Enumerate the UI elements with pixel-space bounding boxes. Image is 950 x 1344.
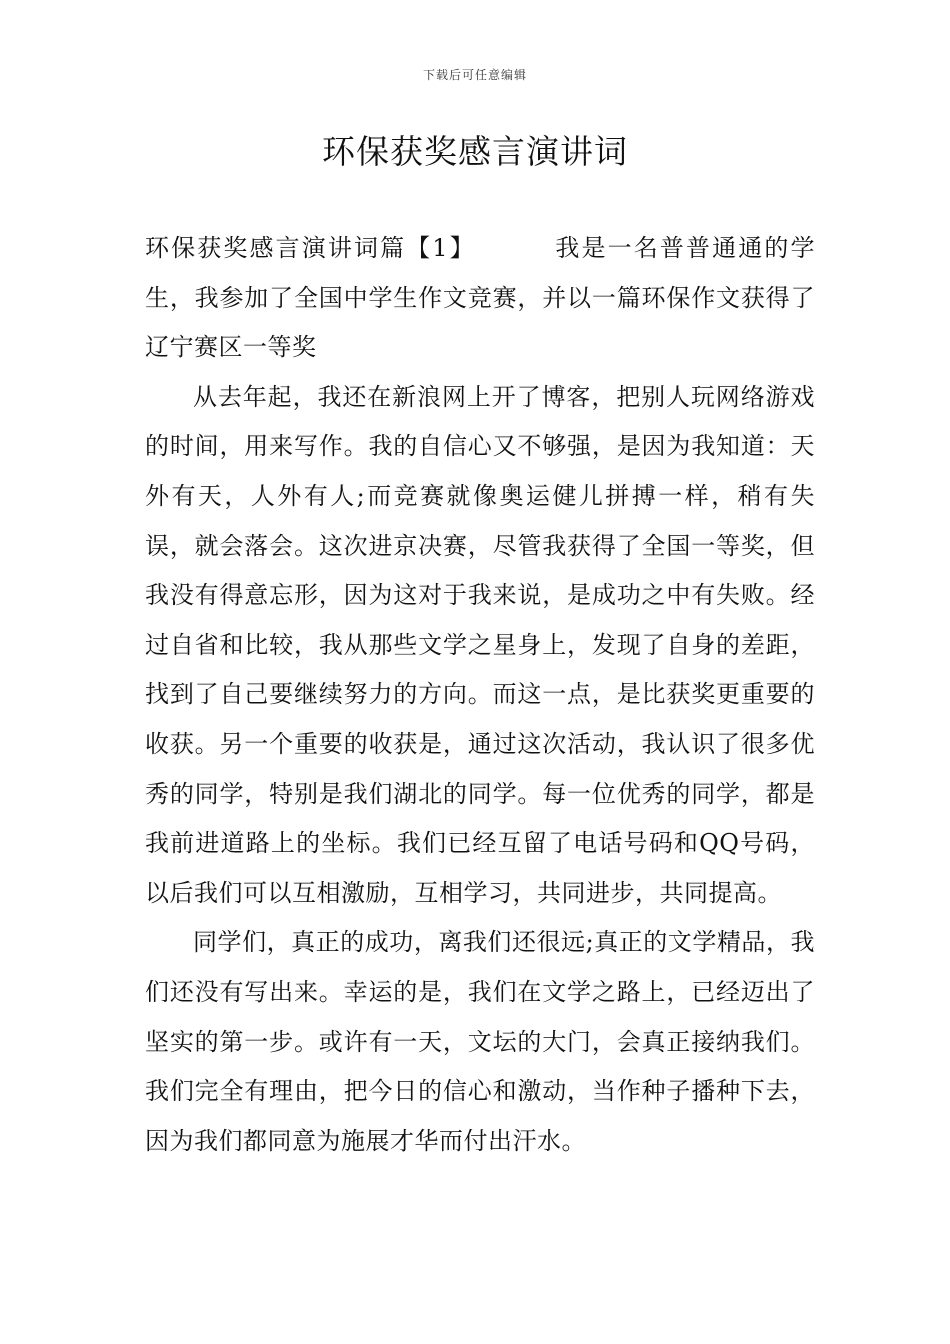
header-note: 下载后可任意编辑 [422, 68, 527, 82]
paragraph: 从去年起，我还在新浪网上开了博客，把别人玩网络游戏的时间，用来写作。我的自信心又不够强，是因为我知道：天外有天，人外有人;而竞赛就像奥运健儿拼搏一样，稍有失误，就会落会。这次进京决赛，尽管我获得了全国一等奖，但我没有得意忘形，因为这对于我来说，是成功之中有失败。经过自省和比较，我从那些文学之星身上，发现了自身的差距，找到了自己要继续努力的方向。而这一点，是比获奖更重要的收获。另一个重要的收获是，通过这次活动，我认识了很多优秀的同学，特别是我们湖北的同学。每一位优秀的同学，都是我前进道路上的坐标。我们已经互留了电话号码和QQ号码，以后我们可以互相激励，互相学习，共同进步，共同提高。 [145, 382, 815, 907]
paragraph: 同学们，真正的成功，离我们还很远;真正的文学精品，我们还没有写出来。幸运的是，我们在文学之路上，已经迈出了坚实的第一步。或许有一天，文坛的大门，会真正接纳我们。我们完全有理由，把今日的信心和激动，当作种子播种下去，因为我们都同意为施展才华而付出汗水。 [145, 928, 815, 1155]
paragraph-intro [145, 224, 815, 373]
document-body [145, 224, 815, 1166]
paragraph-text: 我是一名普普通通的学生，我参加了全国中学生作文竞赛，并以一篇环保作文获得了辽宁赛区一等奖 [145, 234, 815, 362]
document-title: 环保获奖感言演讲词 [322, 132, 628, 171]
section-heading: 环保获奖感言演讲词篇【1】 [145, 234, 476, 262]
